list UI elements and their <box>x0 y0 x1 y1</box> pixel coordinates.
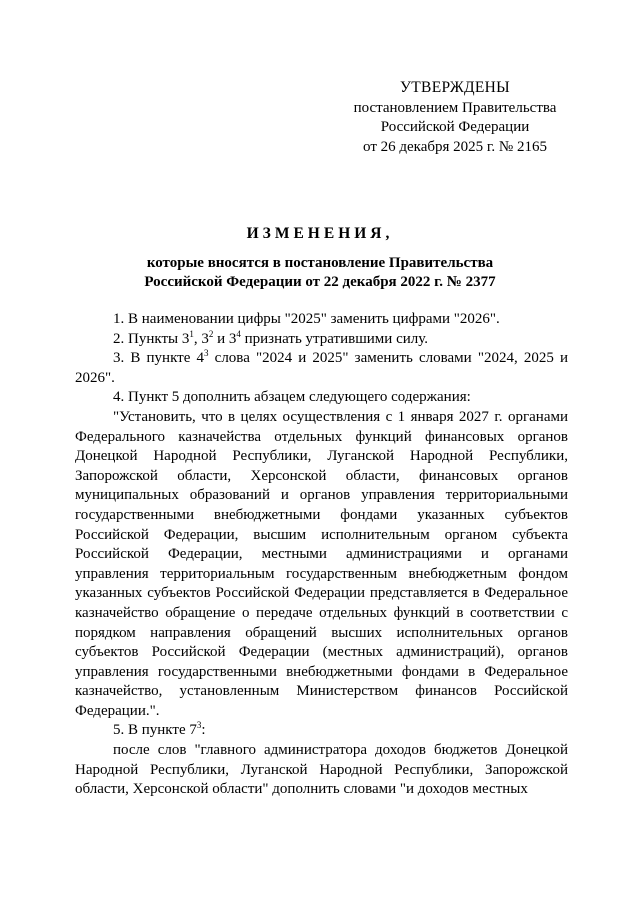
title-main: ИЗМЕНЕНИЯ, <box>246 225 394 242</box>
item-3: 3. В пункте $4^3$ слова "2024 и 2025" заменить словами "2024, 2025 и 2026". <box>75 348 568 386</box>
approval-stamp <box>340 78 570 157</box>
title-sub-1: которые вносятся в постановление Правительства <box>146 255 494 271</box>
document-title <box>60 224 580 292</box>
item-2: 2. Пункты $3^1$, $3^2$ и $3^4$ признать утратившими силу. <box>113 328 428 347</box>
item-5: 5. В пункте $7^3$: <box>113 720 206 739</box>
approval-line-1: постановлением Правительства <box>353 99 557 116</box>
approval-line-2: Российской Федерации <box>380 119 530 135</box>
item-4: 4. Пункт 5 дополнить абзацем следующего содержания: <box>113 389 471 406</box>
item-1: 1. В наименовании цифры "2025" заменить цифрами "2026". <box>113 311 500 327</box>
approval-line-3: от 26 декабря 2025 г. № 2165 <box>363 138 547 155</box>
title-sub-2: Российской Федерации от 22 декабря 2022 г. № 2377 <box>144 274 496 290</box>
item-5-text: после слов "главного администратора доходов бюджетов Донецкой Народной Республики, Луганской Народной Республики, Запорожской области, Херсонской области" дополнить словами "и доходов местных <box>75 742 568 798</box>
item-4-quote: "Установить, что в целях осуществления с 1 января 2027 г. органами Федерального казначейства отдельных функций финансовых органов Донецкой Народной Республики, Луганской Народной Республики, Запорожской области, Херсонской области, финансовых органов муниципальных образований и органов управления территориальными государственными внебюджетными фондами указанных субъектов Российской Федерации, высшим исполнительным органом субъекта Российской Федерации, местными администрациями и органами управления территориальным государственным внебюджетным фондом указанных субъектов Российской Федерации представляется в Федеральное казначейство обращение о передаче отдельных функций в соответствии с порядком направления обращений высших исполнительных органов субъектов Российской Федерации (местных администраций), органов управления государственными внебюджетными фондами в Федеральное казначейство, установленным Министерством финансов Российской Федерации.". <box>75 408 568 719</box>
approval-heading: УТВЕРЖДЕНЫ <box>400 79 510 96</box>
document-body <box>75 310 568 800</box>
